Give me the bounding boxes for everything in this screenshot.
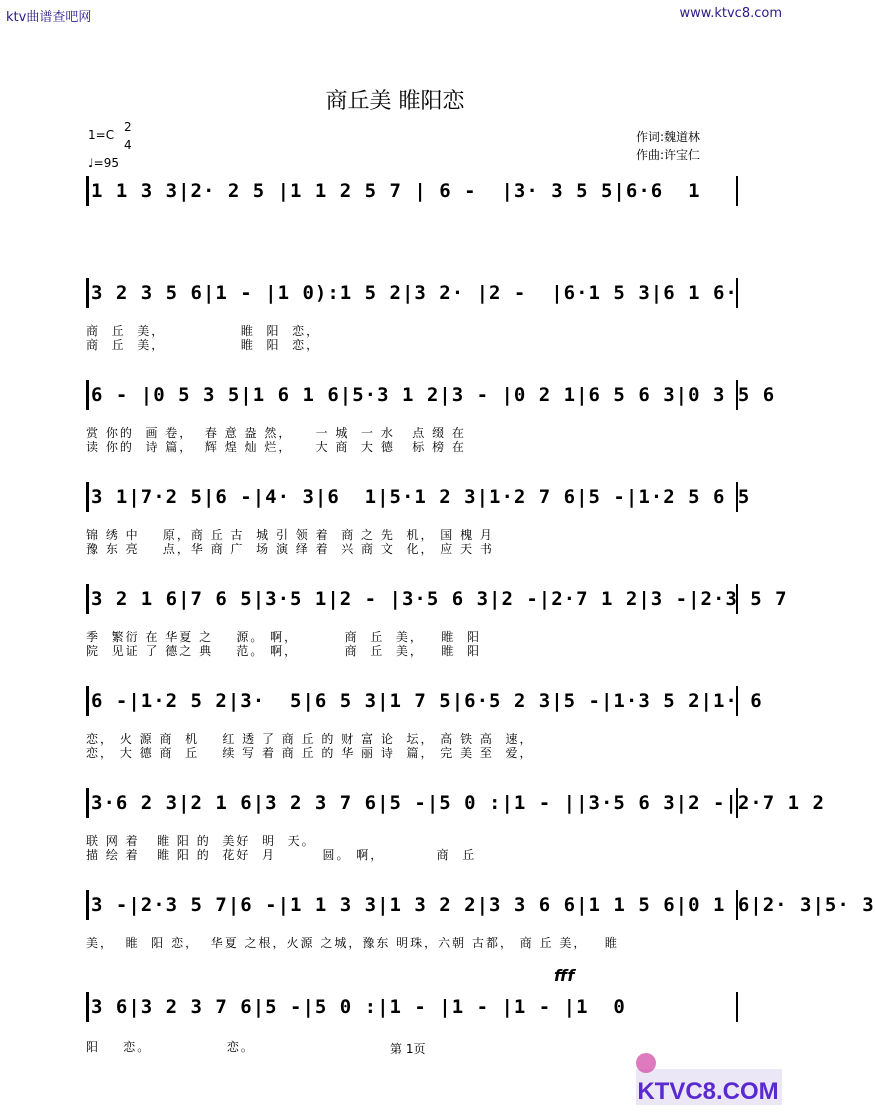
lyric-verse-1: 美， 睢 阳 恋， 华夏 之根，火源 之城，豫东 明珠，六朝 古都， 商 丘 美， 睢	[86, 936, 619, 950]
lyric-verse-1: 锦 绣 中 原，商 丘 古 城 引 领 着 商 之 先 机， 国 槐 月	[86, 528, 494, 542]
lyric-verse-2: 恋， 大 德 商 丘 续 写 着 商 丘 的 华 丽 诗 篇， 完 美 至 爱，	[86, 746, 534, 760]
lyric-verse-1: 阳 恋。 恋。	[86, 1040, 255, 1054]
notation-line: 3 6|3 2 3 7 6|5 -|5 0 :|1 - |1 - |1 - |1 0	[86, 992, 738, 1022]
lyric-verse-2: 豫 东 亮 点，华 商 广 场 演 绎 着 兴 商 文 化， 应 天 书	[86, 542, 494, 556]
time-signature-top: 2	[124, 120, 132, 134]
lyric-verse-1: 恋， 火 源 商 机 红 透 了 商 丘 的 财 富 论 坛， 高 铁 高 速，	[86, 732, 534, 746]
lyric-verse-2: 读 你的 诗 篇， 辉 煌 灿 烂， 大 商 大 德 标 榜 在	[86, 440, 466, 454]
site-logo-watermark	[634, 1049, 784, 1109]
lyric-verse-1: 商 丘 美， 睢 阳 恋，	[86, 324, 321, 338]
lyric-verse-1: 联 网 着 睢 阳 的 美好 明 天。	[86, 834, 316, 848]
lyric-verse-2: 院 见证 了 德之 典 范。 啊， 商 丘 美， 睢 阳	[86, 644, 481, 658]
notation-line: 1 1 3 3|2· 2 5 |1 1 2 5 7 | 6 - |3· 3 5 5|6·6 1	[86, 176, 738, 206]
notation-line: 6 -|1·2 5 2|3· 5|6 5 3|1 7 5|6·5 2 3|5 -|1·3 5 2|1· 6	[86, 686, 738, 716]
key-signature: 1=C	[88, 128, 115, 142]
site-url-right[interactable]: www.ktvc8.com	[679, 6, 782, 21]
time-signature-bottom: 4	[124, 138, 132, 152]
page-title: 商丘美 睢阳恋	[325, 89, 465, 114]
site-name-left[interactable]: ktv曲谱查吧网	[6, 10, 92, 25]
svg-text:KTVC8.COM: KTVC8.COM	[637, 1078, 779, 1105]
notation-line: 6 - |0 5 3 5|1 6 1 6|5·3 1 2|3 - |0 2 1|6 5 6 3|0 3 5 6	[86, 380, 738, 410]
lyric-verse-1: 赏 你的 画 卷， 春 意 盎 然， 一 城 一 水 点 缀 在	[86, 426, 466, 440]
composer-credit: 作曲:许宝仁	[636, 148, 701, 162]
notation-line: 3 1|7·2 5|6 -|4· 3|6 1|5·1 2 3|1·2 7 6|5 -|1·2 5 6 5	[86, 482, 738, 512]
notation-line: 3 2 3 5 6|1 - |1 0):1 5 2|3 2· |2 - |6·1 5 3|6 1 6·	[86, 278, 738, 308]
notation-line: 3·6 2 3|2 1 6|3 2 3 7 6|5 -|5 0 :|1 - ||3·5 6 3|2 -|2·7 1 2	[86, 788, 738, 818]
lyric-verse-2: 商 丘 美， 睢 阳 恋，	[86, 338, 321, 352]
notation-line: 3 2 1 6|7 6 5|3·5 1|2 - |3·5 6 3|2 -|2·7 1 2|3 -|2·3 5 7	[86, 584, 738, 614]
lyricist-credit: 作词:魏道林	[636, 130, 701, 144]
dynamic-marking: fff	[554, 966, 575, 985]
notation-line: 3 -|2·3 5 7|6 -|1 1 3 3|1 3 2 2|3 3 6 6|1 1 5 6|0 1 6|2· 3|5· 3	[86, 890, 738, 920]
lyric-verse-2: 描 绘 着 睢 阳 的 花好 月 圆。 啊， 商 丘	[86, 848, 477, 862]
lyric-verse-1: 季 繁衍 在 华夏 之 源。 啊， 商 丘 美， 睢 阳	[86, 630, 481, 644]
page-number: 第 1页	[390, 1042, 426, 1056]
tempo-marking: ♩=95	[88, 156, 119, 170]
